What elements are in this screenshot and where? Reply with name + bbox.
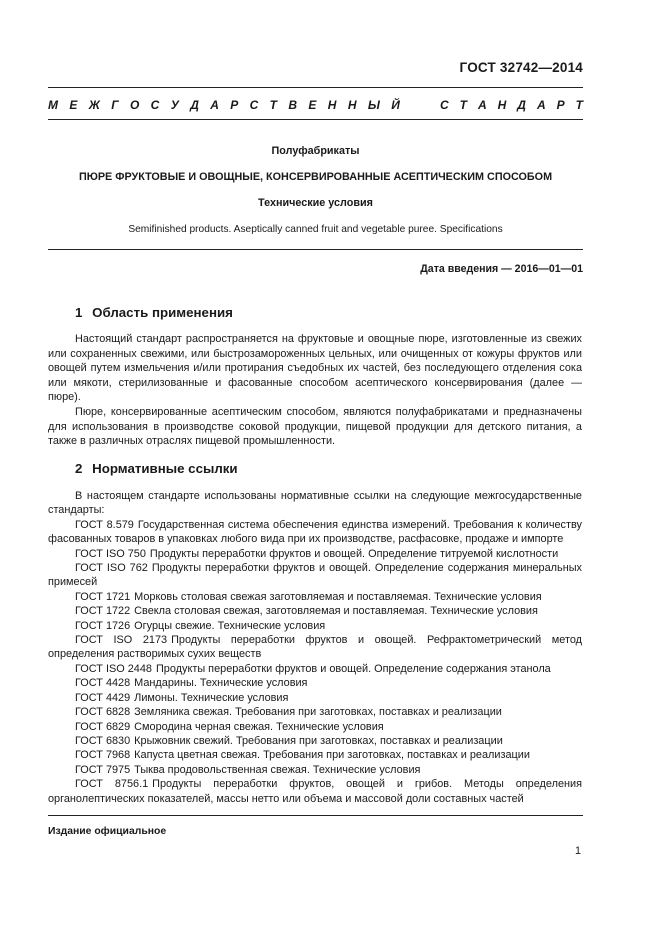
reference-item (48, 691, 582, 705)
banner-letter: М (48, 98, 58, 112)
title-rule (48, 249, 583, 250)
reference-code: ГОСТ 4428 (75, 677, 131, 690)
reference-code: ГОСТ 7975 (75, 763, 131, 776)
banner-letter: Г (111, 98, 119, 112)
reference-item (48, 561, 582, 590)
banner-letter: С (150, 98, 160, 112)
banner-letter: С (440, 98, 449, 112)
reference-item (48, 633, 582, 662)
banner-letter: Е (308, 98, 317, 112)
section2-number: 2 (75, 461, 83, 476)
reference-item (48, 705, 582, 719)
reference-item (48, 748, 582, 762)
reference-title: Смородина черная свежая. Технические условия (134, 720, 384, 733)
reference-item (48, 662, 582, 676)
banner-letter: В (288, 98, 298, 112)
reference-code: ГОСТ ISO 2173 (75, 634, 168, 647)
banner-letter: А (536, 98, 546, 112)
reference-title: Продукты переработки фруктов и овощей. Определение содержания этанола (155, 662, 551, 675)
reference-code: ГОСТ 7968 (75, 749, 131, 762)
title-category: Полуфабрикаты (271, 145, 360, 157)
reference-title: Продукты переработки фруктов и овощей. Рефрактометрический метод определения растворимых сухих веществ (48, 634, 582, 661)
banner-letter: О (129, 98, 140, 112)
banner-letter: У (170, 98, 179, 112)
banner-letter: Й (391, 98, 400, 112)
reference-code: ГОСТ ISO 2448 (75, 662, 152, 675)
reference-item (48, 518, 582, 547)
reference-item (48, 720, 582, 734)
section2-heading (75, 461, 238, 476)
reference-item (48, 547, 582, 561)
banner-letter: Т (575, 98, 583, 112)
section1-title: Область применения (92, 305, 233, 320)
section1-body (48, 332, 582, 449)
banner-letter: Р (230, 98, 239, 112)
banner-letter: С (249, 98, 259, 112)
reference-item (48, 777, 582, 806)
title-subtitle: Технические условия (258, 197, 373, 209)
official-edition-label: Издание официальное (48, 826, 167, 837)
banner-letter: А (210, 98, 219, 112)
section2-intro: В настоящем стандарте использованы нормативные ссылки на следующие межгосударственные стандарты: (48, 490, 582, 517)
section1-paragraph: Пюре, консервированные асептическим способом, являются полуфабрикатами и предназначены для использования в производстве соковой продукции, пищевой продукции для детского питания, а также в различных отраслях пищевой промышленности. (48, 405, 582, 448)
title-main: ПЮРЕ ФРУКТОВЫЕ И ОВОЩНЫЕ, КОНСЕРВИРОВАННЫЕ АСЕПТИЧЕСКИМ СПОСОБОМ (78, 171, 553, 183)
reference-title: Продукты переработки фруктов, овощей и грибов. Методы определения органолептических показателей, массы нетто или объема и массовой доли составных частей (48, 778, 583, 805)
banner-letter: А (477, 98, 487, 112)
reference-code: ГОСТ 1722 (75, 605, 131, 618)
banner-letter: Ж (88, 98, 100, 112)
reference-code: ГОСТ 1726 (75, 619, 131, 632)
section2-title: Нормативные ссылки (92, 461, 238, 476)
reference-title: Крыжовник свежий. Требования при заготовках, поставках и реализации (134, 734, 503, 747)
reference-title: Государственная система обеспечения единства измерений. Требования к количеству фасованных товаров в упаковках любого вида при их производстве, расфасовке, продаже и импорте (48, 518, 582, 546)
section1-heading (75, 305, 233, 320)
banner-word-interstate (48, 98, 400, 112)
reference-title: Продукты переработки фруктов и овощей. Определение содержания минеральных примесей (48, 562, 582, 589)
banner-letter: Н (327, 98, 337, 112)
reference-code: ГОСТ 1721 (75, 590, 131, 603)
normative-references-list (48, 489, 582, 806)
section1-number: 1 (75, 305, 83, 320)
reference-code: ГОСТ 8756.1 (75, 778, 149, 791)
reference-item (48, 734, 582, 748)
banner-letter: Т (459, 98, 467, 112)
section1-paragraph: Настоящий стандарт распространяется на фруктовые и овощные пюре, изготовленные из свежих или сохраненных свежими, или быстрозамороженных цельных, или очищенных от кожуры фруктов или овощей путем измельчения и/или протирания съедобных их частей, без последующего отделения сока или мякоти, стерилизованные и фасованные способом асептического консервирования (далее — пюре). (48, 333, 582, 404)
banner-letter: Р (556, 98, 565, 112)
reference-item (48, 590, 582, 604)
banner-letter: Е (69, 98, 78, 112)
reference-title: Капуста цветная свежая. Требования при заготовках, поставках и реализации (134, 749, 530, 762)
banner-letter: Н (347, 98, 357, 112)
reference-title: Огурцы свежие. Технические условия (134, 619, 326, 632)
reference-title: Мандарины. Технические условия (134, 677, 308, 690)
reference-code: ГОСТ 8.579 (75, 518, 134, 531)
reference-code: ГОСТ 6830 (75, 734, 131, 747)
reference-title: Свекла столовая свежая, заготовляемая и поставляемая. Технические условия (134, 605, 538, 618)
title-english: Semifinished products. Aseptically canned fruit and vegetable puree. Specifications (128, 224, 503, 235)
page-number: 1 (574, 845, 581, 857)
reference-code: ГОСТ 4429 (75, 691, 131, 704)
reference-title: Продукты переработки фруктов и овощей. Определение титруемой кислотности (149, 547, 559, 560)
banner-letter: Д (517, 98, 526, 112)
interstate-standard-banner (48, 98, 583, 112)
reference-item (48, 676, 582, 690)
reference-item (48, 619, 582, 633)
banner-letter: Ы (367, 98, 380, 112)
reference-title: Тыква продовольственная свежая. Технические условия (134, 763, 421, 776)
reference-code: ГОСТ 6828 (75, 706, 131, 719)
footer-rule (48, 815, 583, 816)
banner-letter: Н (497, 98, 507, 112)
header-rule-top (48, 87, 583, 88)
document-code: ГОСТ 32742—2014 (459, 60, 583, 75)
banner-word-standard (440, 98, 583, 112)
reference-title: Земляника свежая. Требования при заготовках, поставках и реализации (134, 706, 502, 719)
reference-item (48, 763, 582, 777)
reference-code: ГОСТ ISO 762 (75, 562, 148, 575)
reference-title: Морковь столовая свежая заготовляемая и поставляемая. Технические условия (134, 590, 542, 603)
introduction-date: Дата введения — 2016—01—01 (420, 263, 583, 275)
header-rule-bottom (48, 119, 583, 120)
reference-code: ГОСТ ISO 750 (75, 547, 146, 560)
reference-item (48, 604, 582, 618)
reference-title: Лимоны. Технические условия (134, 691, 289, 704)
banner-letter: Т (269, 98, 278, 112)
reference-code: ГОСТ 6829 (75, 720, 131, 733)
banner-letter: Д (190, 98, 199, 112)
